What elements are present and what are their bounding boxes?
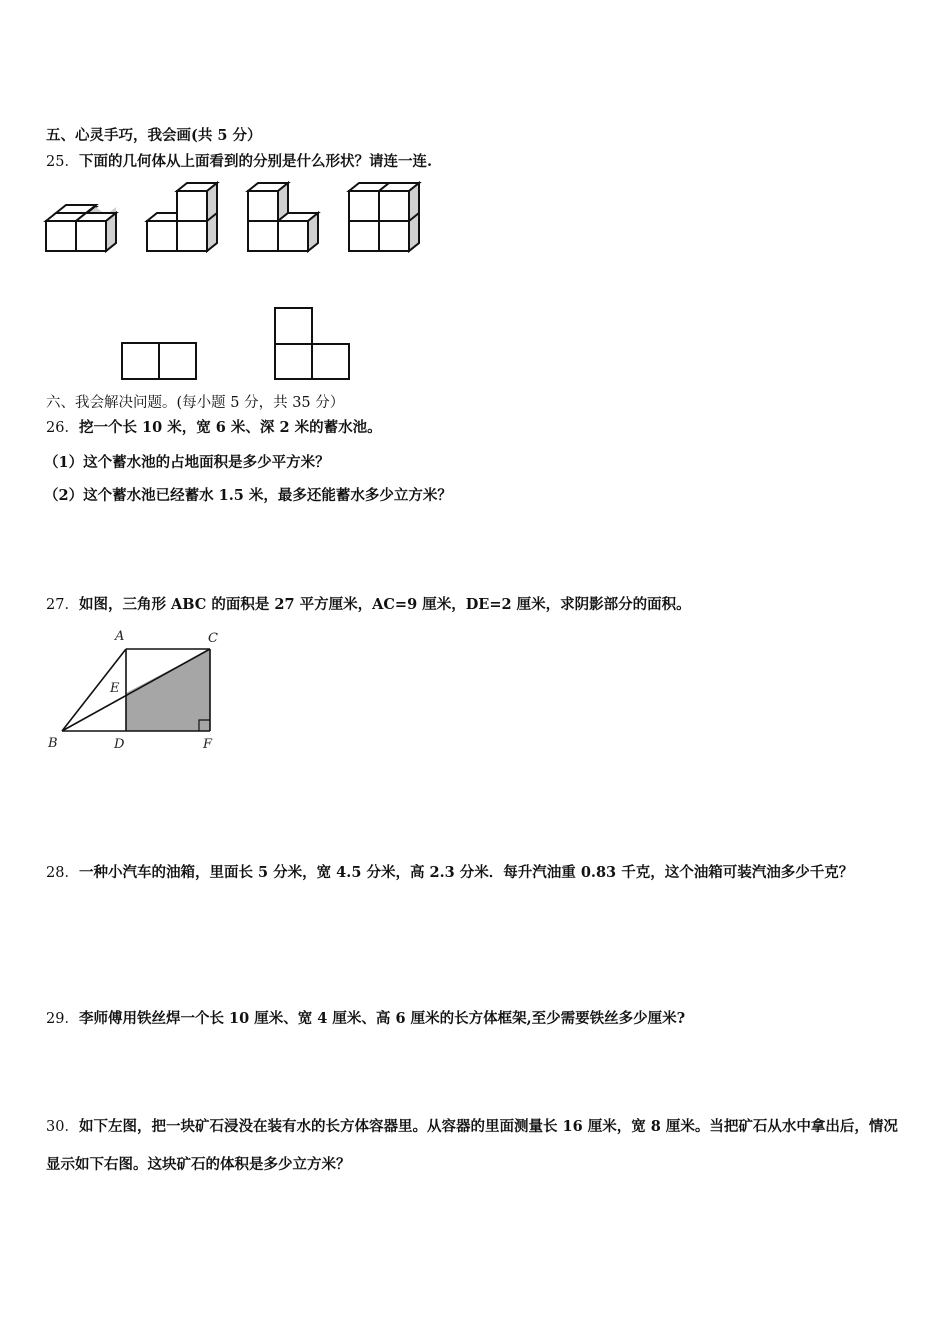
top-view-shape-2 xyxy=(275,308,349,379)
top-view-shapes xyxy=(118,305,358,385)
question-26-part-2: （2）这个蓄水池已经蓄水 1.5 米，最多还能蓄水多少立方米？ xyxy=(44,487,452,504)
question-number: 26． xyxy=(46,420,79,436)
question-26 xyxy=(46,418,382,438)
question-number: 25． xyxy=(46,154,79,170)
question-text: 一种小汽车的油箱，里面长 5 分米，宽 4.5 分米，高 2.3 分米．每升汽油重 0.83 千克，这个油箱可装汽油多少千克？ xyxy=(78,864,854,881)
cube-figure-1 xyxy=(46,205,116,251)
label-c: C xyxy=(208,631,218,646)
shaded-region xyxy=(126,649,210,731)
triangle-figure xyxy=(44,625,234,755)
question-26-part-1: （1）这个蓄水池的占地面积是多少平方米？ xyxy=(44,454,330,471)
label-e: E xyxy=(110,681,120,696)
question-number: 29． xyxy=(46,1011,79,1027)
question-number: 28． xyxy=(46,865,79,881)
question-text: 下面的几何体从上面看到的分别是什么形状？请连一连. xyxy=(78,153,432,170)
top-view-shape-1 xyxy=(122,343,196,379)
question-29 xyxy=(46,1009,685,1029)
cube-figures xyxy=(44,181,424,256)
question-28 xyxy=(46,854,906,892)
label-b: B xyxy=(48,736,58,751)
cube-figure-2 xyxy=(147,183,217,251)
section-5-heading: 五、心灵手巧，我会画(共 5 分） xyxy=(46,127,262,144)
question-text: 如图，三角形 ABC 的面积是 27 平方厘米，AC=9 厘米，DE=2 厘米，求阴影部分的面积。 xyxy=(78,596,691,613)
label-d: D xyxy=(114,737,125,752)
question-number: 30． xyxy=(46,1119,79,1135)
question-text: 如下左图，把一块矿石浸没在装有水的长方体容器里。从容器的里面测量长 16 厘米，宽 8 厘米。当把矿石从水中拿出后，情况显示如下右图。这块矿石的体积是多少立方米？ xyxy=(46,1118,898,1173)
question-27 xyxy=(46,595,691,615)
question-25 xyxy=(46,152,432,172)
cube-figure-3 xyxy=(248,183,318,251)
question-text: 挖一个长 10 米，宽 6 米、深 2 米的蓄水池。 xyxy=(78,419,382,436)
cube-figure-4 xyxy=(349,183,419,251)
label-a: A xyxy=(115,629,125,644)
label-f: F xyxy=(203,737,213,752)
section-6-heading: 六、我会解决问题。(每小题 5 分，共 35 分） xyxy=(46,395,345,411)
question-30 xyxy=(46,1108,906,1183)
question-text: 李师傅用铁丝焊一个长 10 厘米、宽 4 厘米、高 6 厘米的长方体框架,至少需要铁丝多少厘米? xyxy=(78,1010,686,1027)
question-number: 27． xyxy=(46,597,79,613)
